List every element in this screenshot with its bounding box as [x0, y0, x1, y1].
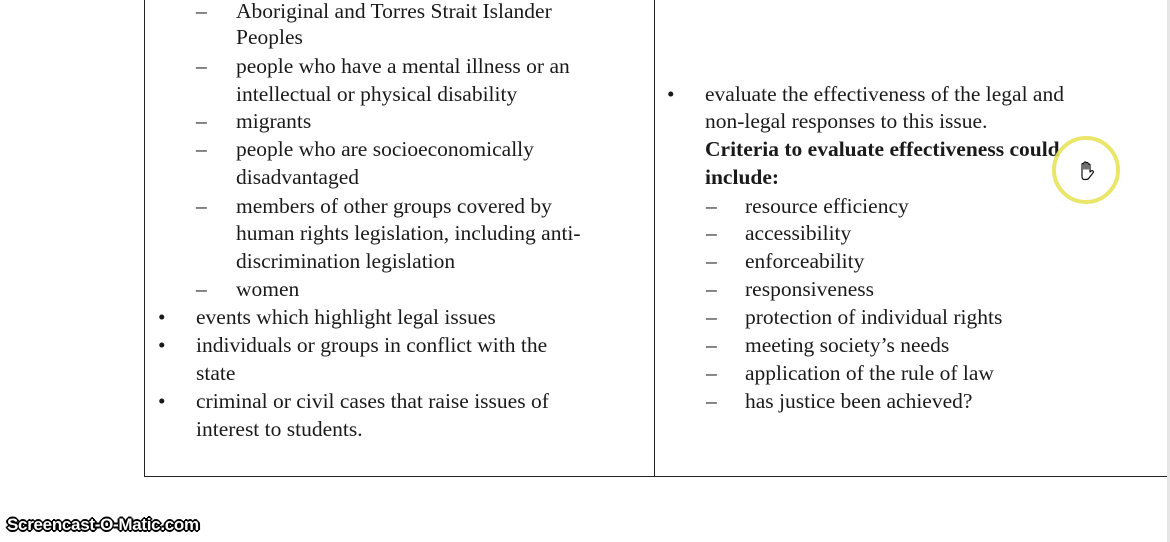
criteria-item-text: accessibility	[745, 221, 852, 245]
dash-marker: –	[706, 361, 717, 385]
dash-marker: –	[706, 194, 717, 218]
criteria-item-text: enforceability	[745, 249, 865, 273]
list-item-text: intellectual or physical disability	[236, 82, 518, 106]
dash-marker: –	[196, 0, 207, 23]
bullet-marker: •	[158, 333, 166, 357]
list-item-text: human rights legislation, including anti-	[236, 221, 581, 245]
dash-marker: –	[706, 333, 717, 357]
list-item-text: disadvantaged	[236, 165, 359, 189]
dash-marker: –	[706, 249, 717, 273]
dash-marker: –	[196, 277, 207, 301]
bullet-item-text: interest to students.	[196, 417, 363, 441]
bullet-marker: •	[158, 389, 166, 413]
bullet-item-text: state	[196, 361, 236, 385]
dash-marker: –	[196, 109, 207, 133]
table-column-divider	[654, 0, 655, 477]
dash-marker: –	[196, 194, 207, 218]
list-item-text: migrants	[236, 109, 312, 133]
bullet-item-text: non-legal responses to this issue.	[705, 109, 988, 133]
bullet-item-text: events which highlight legal issues	[196, 305, 496, 329]
criteria-heading-text: Criteria to evaluate effectiveness could	[705, 137, 1060, 161]
bullet-item-text: evaluate the effectiveness of the legal and	[705, 82, 1064, 106]
dash-marker: –	[706, 389, 717, 413]
bullet-item-text: criminal or civil cases that raise issues of	[196, 389, 549, 413]
bullet-marker: •	[158, 305, 166, 329]
list-item-text: people who have a mental illness or an	[236, 54, 570, 78]
watermark-text: Screencast-O-Matic.com	[7, 515, 199, 534]
criteria-item-text: has justice been achieved?	[745, 389, 973, 413]
criteria-heading-text: include:	[705, 165, 780, 189]
hand-cursor-icon	[1077, 160, 1099, 182]
criteria-item-text: application of the rule of law	[745, 361, 994, 385]
list-item-text: Aboriginal and Torres Strait Islander	[236, 0, 552, 23]
dash-marker: –	[196, 137, 207, 161]
list-item-text: Peoples	[236, 25, 303, 49]
criteria-item-text: resource efficiency	[745, 194, 909, 218]
dash-marker: –	[706, 305, 717, 329]
bullet-item-text: individuals or groups in conflict with the	[196, 333, 548, 357]
bullet-marker: •	[667, 82, 675, 106]
criteria-item-text: meeting society’s needs	[745, 333, 950, 357]
table-left-border	[144, 0, 145, 477]
list-item-text: members of other groups covered by	[236, 194, 552, 218]
dash-marker: –	[706, 277, 717, 301]
list-item-text: discrimination legislation	[236, 249, 456, 273]
dash-marker: –	[196, 54, 207, 78]
criteria-item-text: protection of individual rights	[745, 305, 1003, 329]
table-bottom-border	[144, 476, 1170, 477]
criteria-item-text: responsiveness	[745, 277, 874, 301]
list-item-text: people who are socioeconomically	[236, 137, 534, 161]
list-item-text: women	[236, 277, 300, 301]
dash-marker: –	[706, 221, 717, 245]
